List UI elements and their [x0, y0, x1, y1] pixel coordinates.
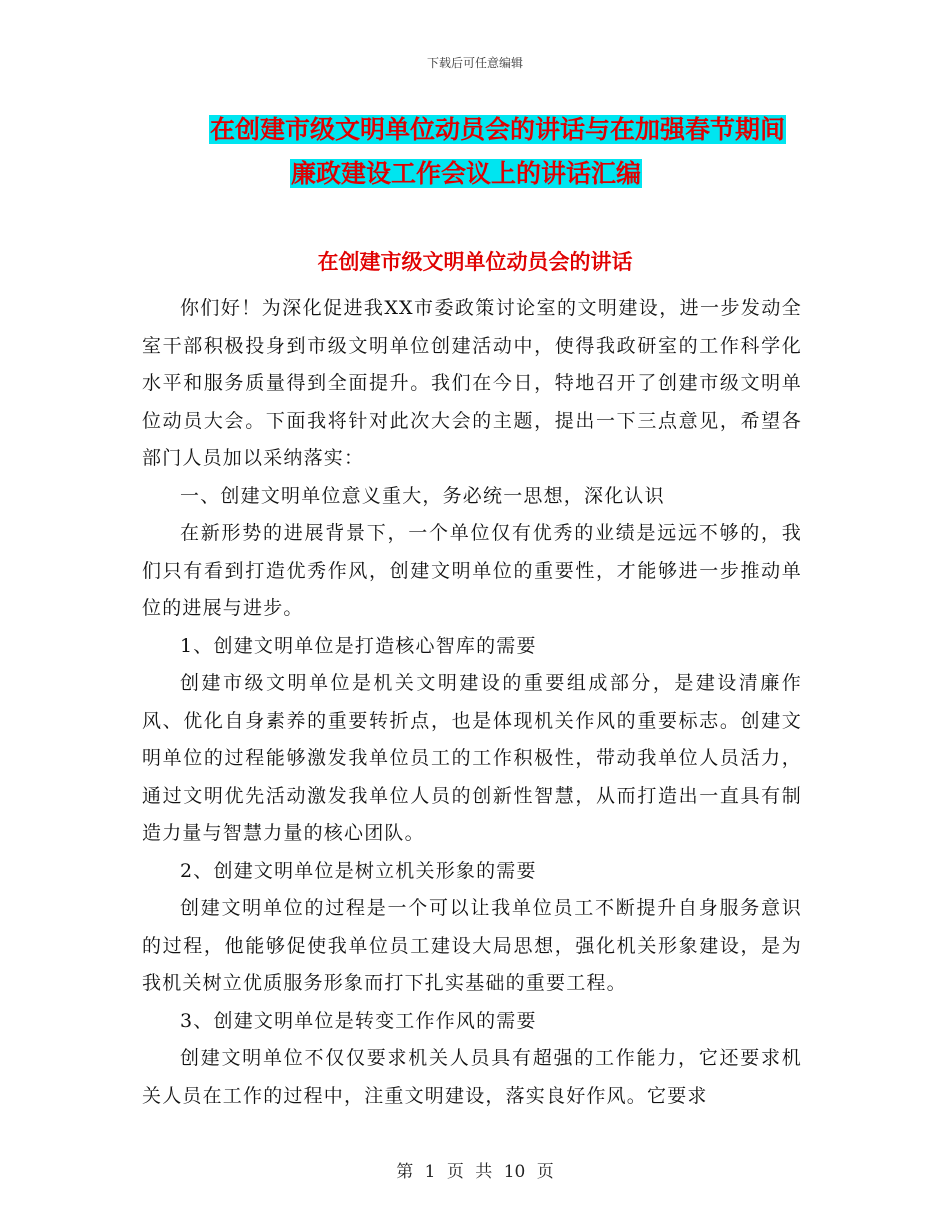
body-text — [142, 290, 802, 1115]
paragraph: 创建文明单位的过程是一个可以让我单位员工不断提升自身服务意识的过程，他能够促使我单位员工建设大局思想，强化机关形象建设，是为我机关树立优质服务形象而打下扎实基础的重要工程。 — [142, 897, 802, 994]
paragraph: 创建文明单位不仅仅要求机关人员具有超强的工作能力，它还要求机关人员在工作的过程中，注重文明建设，落实良好作风。它要求 — [142, 1047, 802, 1107]
paragraph: 你们好！为深化促进我XX市委政策讨论室的文明建设，进一步发动全室干部积极投身到市级文明单位创建活动中，使得我政研室的工作科学化水平和服务质量得到全面提升。我们在今日，特地召开了创建市级文明单位动员大会。下面我将针对此次大会的主题，提出一下三点意见，希望各部门人员加以采纳落实： — [142, 297, 802, 469]
paragraph: 创建市级文明单位是机关文明建设的重要组成部分，是建设清廉作风、优化自身素养的重要转折点，也是体现机关作风的重要标志。创建文明单位的过程能够激发我单位员工的工作积极性，带动我单位人员活力，通过文明优先活动激发我单位人员的创新性智慧，从而打造出一直具有制造力量与智慧力量的核心团队。 — [142, 672, 802, 844]
section-title: 在创建市级文明单位动员会的讲话 — [317, 249, 633, 274]
main-title-line-2 — [0, 154, 950, 194]
paragraph: 2、创建文明单位是树立机关形象的需要 — [180, 859, 537, 882]
paragraph: 一、创建文明单位意义重大，务必统一思想，深化认识 — [180, 484, 665, 507]
paragraph: 在新形势的进展背景下，一个单位仅有优秀的业绩是远远不够的，我们只有看到打造优秀作风，创建文明单位的重要性，才能够进一步推动单位的进展与进步。 — [142, 522, 802, 619]
page-footer: 第 1 页 共 10 页 — [396, 1162, 554, 1182]
paragraph: 3、创建文明单位是转变工作作风的需要 — [180, 1009, 537, 1032]
main-title-line-1 — [0, 110, 950, 150]
main-title-text-1: 在创建市级文明单位动员会的讲话与在加强春节期间 — [209, 115, 785, 144]
paragraph: 1、创建文明单位是打造核心智库的需要 — [180, 634, 537, 657]
main-title-text-2: 廉政建设工作会议上的讲话汇编 — [291, 159, 642, 188]
header-note: 下载后可任意编辑 — [426, 56, 523, 70]
